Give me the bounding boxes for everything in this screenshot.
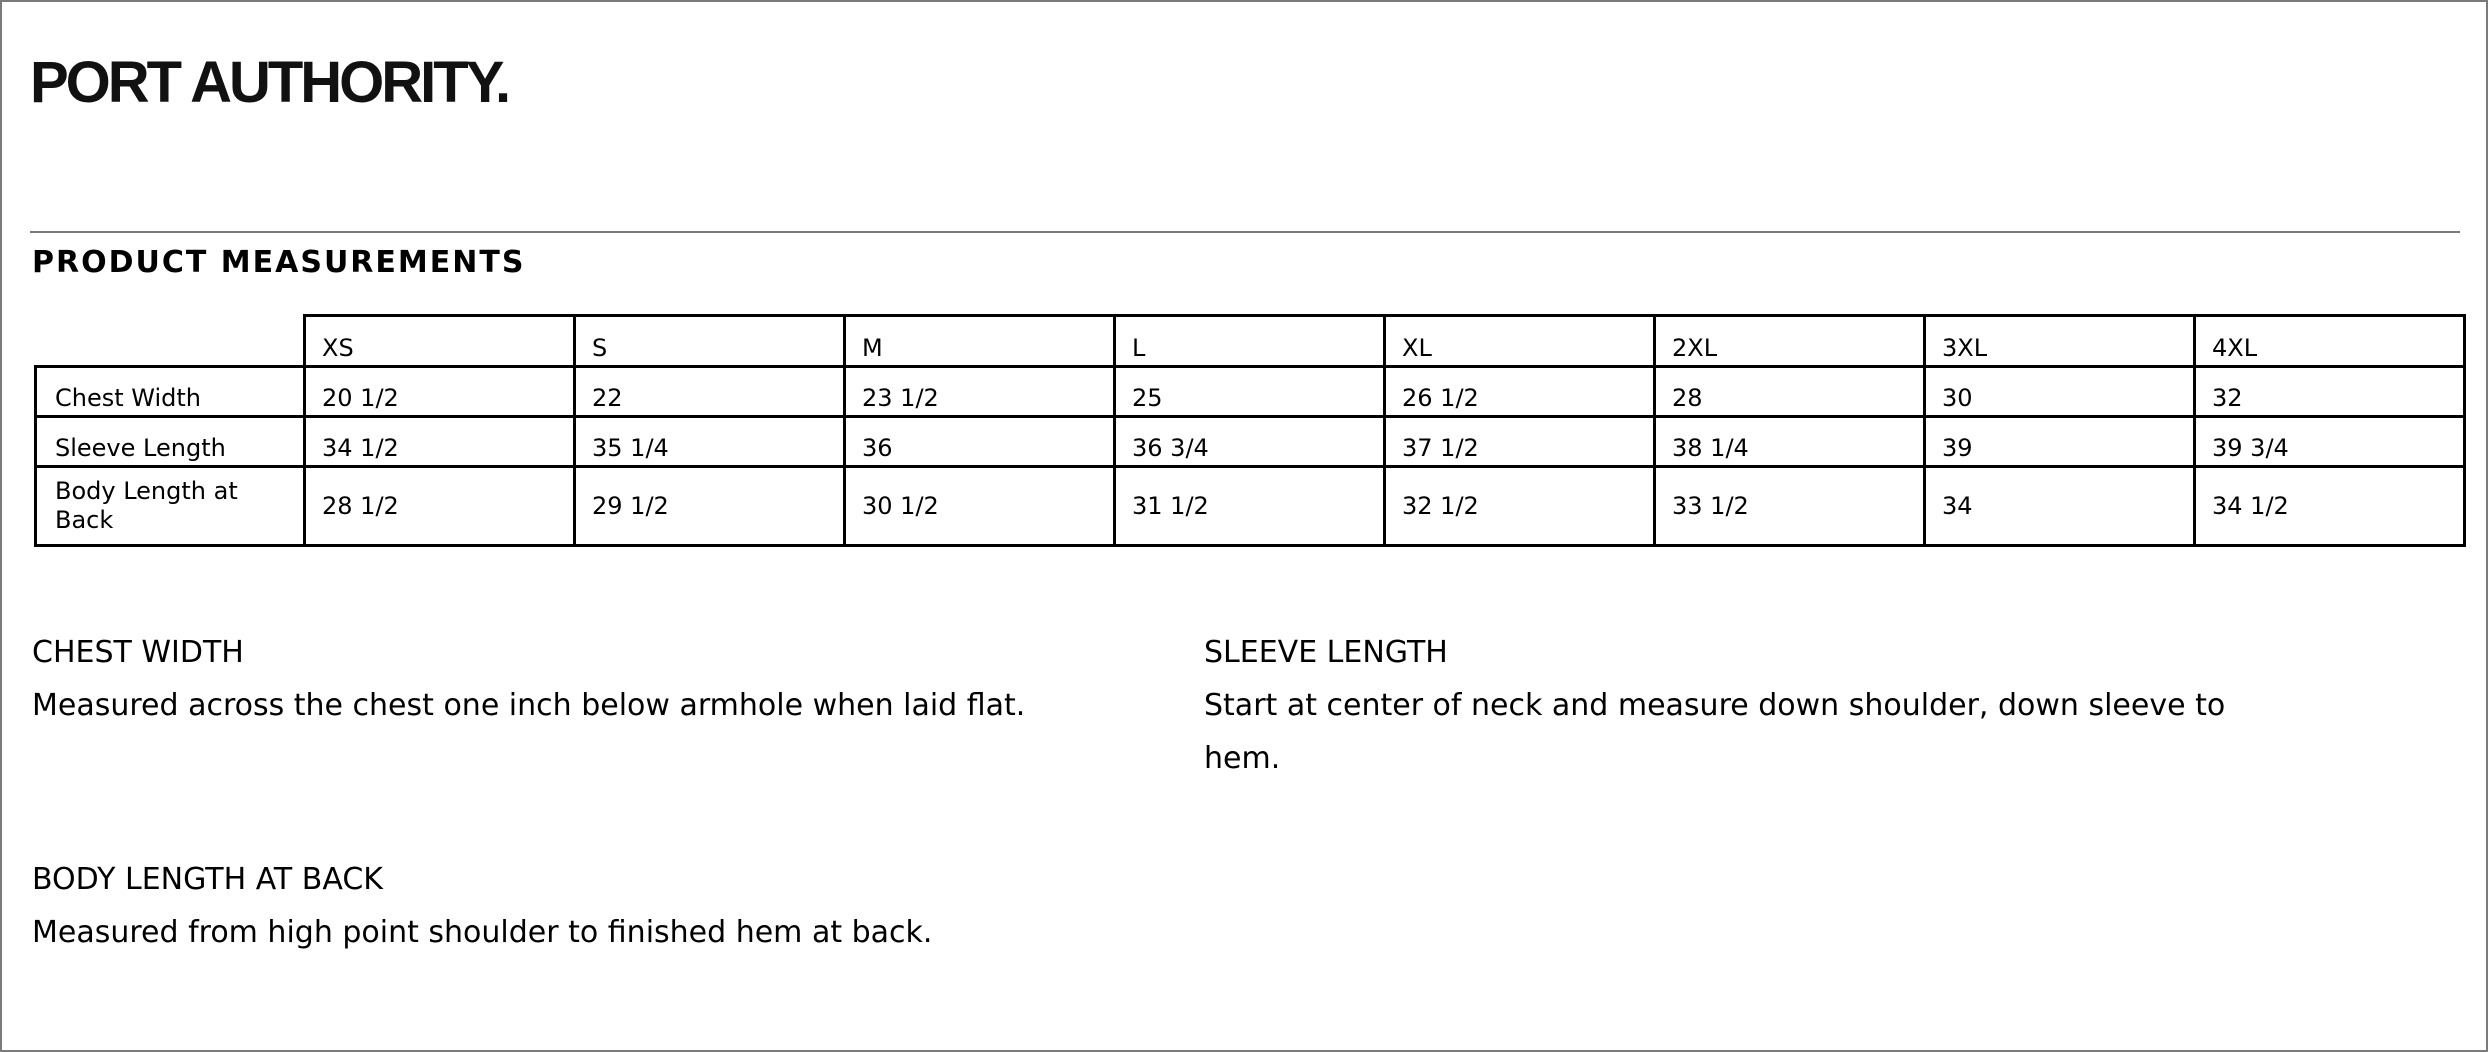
section-title: PRODUCT MEASUREMENTS	[32, 245, 526, 280]
body-length-definition	[32, 853, 1132, 959]
row-label: Chest Width	[36, 367, 305, 417]
definition-title: CHEST WIDTH	[32, 635, 244, 670]
row-label: Body Length at Back	[36, 467, 305, 546]
size-header: XL	[1385, 316, 1655, 367]
definition-text: Start at center of neck and measure down shoulder, down sleeve to hem.	[1204, 688, 2226, 776]
sleeve-length-definition	[1204, 626, 2304, 785]
table-cell: 34	[1925, 467, 2195, 546]
size-header: 4XL	[2195, 316, 2465, 367]
size-header: S	[575, 316, 845, 367]
table-cell: 29 1/2	[575, 467, 845, 546]
definition-title: SLEEVE LENGTH	[1204, 635, 1448, 670]
size-header: 3XL	[1925, 316, 2195, 367]
brand-logo: PORT AUTHORITY.	[30, 50, 509, 115]
table-header-row	[36, 316, 2465, 367]
table-cell: 20 1/2	[305, 367, 575, 417]
table-row	[36, 417, 2465, 467]
size-header: M	[845, 316, 1115, 367]
table-cell: 35 1/4	[575, 417, 845, 467]
table-cell: 22	[575, 367, 845, 417]
table-cell: 28 1/2	[305, 467, 575, 546]
table-row	[36, 367, 2465, 417]
table-cell: 26 1/2	[1385, 367, 1655, 417]
table-row	[36, 467, 2465, 546]
table-cell: 39	[1925, 417, 2195, 467]
size-header: 2XL	[1655, 316, 1925, 367]
table-cell: 32	[2195, 367, 2465, 417]
table-cell: 33 1/2	[1655, 467, 1925, 546]
chest-width-definition	[32, 626, 1132, 732]
table-cell: 34 1/2	[2195, 467, 2465, 546]
table-cell: 25	[1115, 367, 1385, 417]
header-divider	[30, 231, 2460, 233]
size-header: XS	[305, 316, 575, 367]
table-cell: 28	[1655, 367, 1925, 417]
table-cell: 37 1/2	[1385, 417, 1655, 467]
definition-title: BODY LENGTH AT BACK	[32, 862, 383, 897]
table-cell: 36 3/4	[1115, 417, 1385, 467]
measurements-table	[34, 314, 2466, 547]
table-cell: 38 1/4	[1655, 417, 1925, 467]
table-corner-cell	[36, 316, 305, 367]
table-cell: 30	[1925, 367, 2195, 417]
table-cell: 31 1/2	[1115, 467, 1385, 546]
table-cell: 32 1/2	[1385, 467, 1655, 546]
definition-text: Measured across the chest one inch below armhole when laid flat.	[32, 688, 1026, 723]
table-cell: 39 3/4	[2195, 417, 2465, 467]
table-cell: 36	[845, 417, 1115, 467]
definition-text: Measured from high point shoulder to finished hem at back.	[32, 915, 933, 950]
table-cell: 34 1/2	[305, 417, 575, 467]
row-label: Sleeve Length	[36, 417, 305, 467]
table-cell: 30 1/2	[845, 467, 1115, 546]
table-cell: 23 1/2	[845, 367, 1115, 417]
size-header: L	[1115, 316, 1385, 367]
